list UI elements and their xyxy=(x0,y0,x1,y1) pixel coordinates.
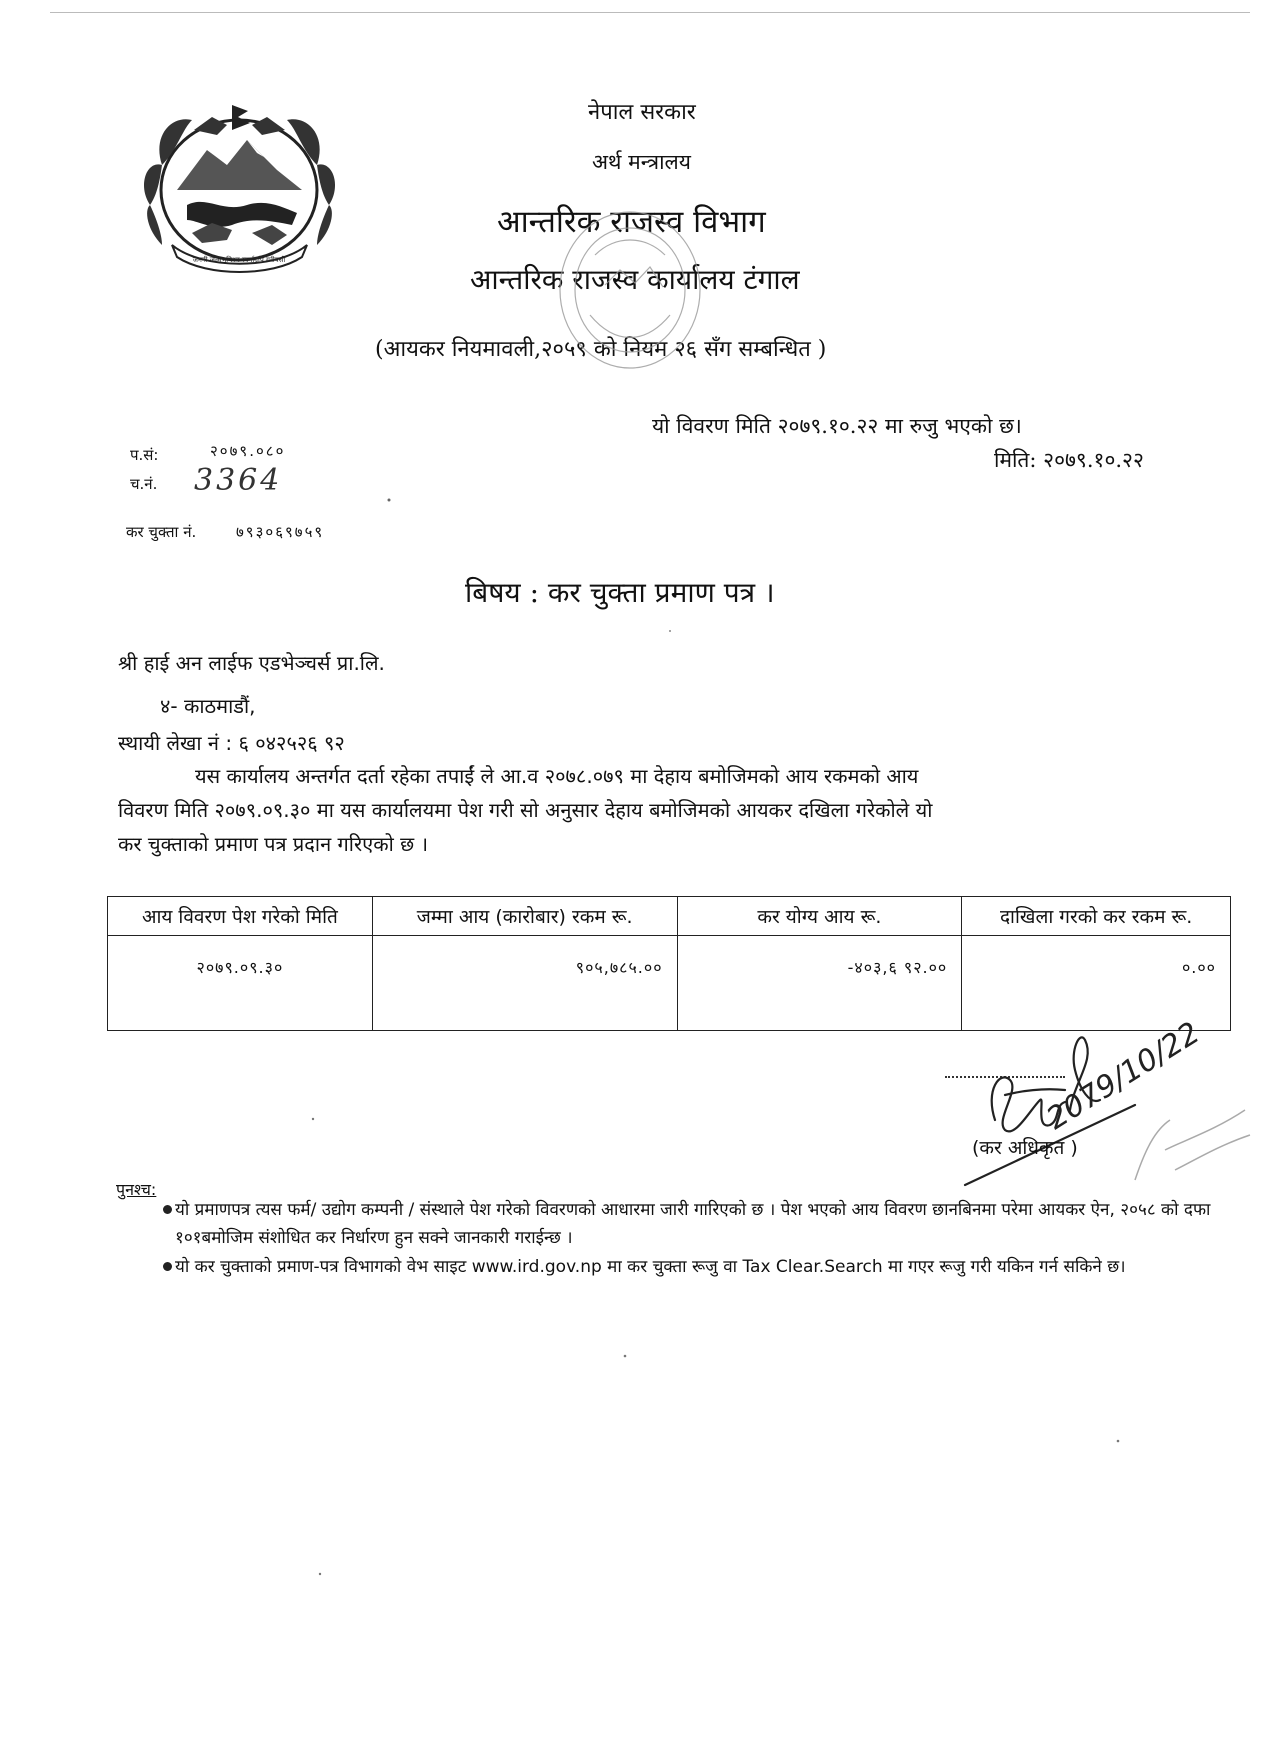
cell-taxable-income: -४०३,६ ९२.०० xyxy=(677,936,962,1031)
cn-label: च.नं. xyxy=(130,475,158,493)
cell-tax-paid: ०.०० xyxy=(962,936,1231,1031)
addressee-name: श्री हाई अन लाईफ एडभेञ्चर्स प्रा.लि. xyxy=(118,651,385,675)
tax-clearance-no-label: कर चुक्ता नं. xyxy=(126,523,197,541)
addressee-address: ४- काठमाडौं, xyxy=(160,694,256,718)
col-header-total-income: जम्मा आय (कारोबार) रकम रू. xyxy=(372,897,677,936)
department-name: आन्तरिक राजस्व विभाग xyxy=(497,204,766,240)
office-name: आन्तरिक राजस्व कार्यालय टंगाल xyxy=(470,263,800,296)
subject-heading: बिषय : कर चुक्ता प्रमाण पत्र । xyxy=(465,576,775,609)
officer-designation: (कर अधिकृत ) xyxy=(972,1137,1078,1159)
date-value: २०७९.१०.२२ xyxy=(1043,448,1144,472)
body-line-1: यस कार्यालय अन्तर्गत दर्ता रहेका तपाईं ले आ.व २०७८.०७९ मा देहाय बमोजिमको आय रकमको आय xyxy=(195,764,919,788)
col-header-tax-paid: दाखिला गरको कर रकम रू. xyxy=(962,897,1231,936)
body-line-3: कर चुक्ताको प्रमाण पत्र प्रदान गरिएको छ । xyxy=(118,832,429,856)
emblem-motto: जननी जन्मभूमिश्च स्वर्गादपि गरीयसी xyxy=(192,256,286,264)
ps-label: प.सं: xyxy=(130,446,159,464)
cn-value-handwritten: 3364 xyxy=(194,463,283,498)
pan-label: स्थायी लेखा नं : xyxy=(118,731,233,755)
note-text-1: यो प्रमाणपत्र त्यस फर्म/ उद्योग कम्पनी / संस्थाले पेश गरेको विवरणको आधारमा जारी गारिएको छ । पेश भएको आय विवरण छानबिनमा परेमा आयकर ऐन, २०५८ को दफा १०१बमोजिम संशोधित कर निर्धारण हुन सक्ने जानकारी गराईन्छ । xyxy=(175,1200,1211,1248)
verification-note: यो विवरण मिति २०७९.१०.२२ मा रुजु भएको छ। xyxy=(652,414,1022,438)
ministry-name: अर्थ मन्त्रालय xyxy=(592,150,691,174)
col-header-taxable-income: कर योग्य आय रू. xyxy=(677,897,962,936)
government-name: नेपाल सरकार xyxy=(588,100,696,125)
body-line-2: विवरण मिति २०७९.०९.३० मा यस कार्यालयमा पेश गरी सो अनुसार देहाय बमोजिमको आयकर दखिला गरेकोले यो xyxy=(118,798,933,822)
col-header-filing-date: आय विवरण पेश गरेको मिति xyxy=(108,897,373,936)
ps-value: २०७९.०८० xyxy=(210,442,286,460)
tax-clearance-no-value: ७९३०६९७५९ xyxy=(236,523,325,541)
notes-label: पुनश्च: xyxy=(116,1180,157,1199)
signature-handwritten-date: 2079/10/22 xyxy=(1040,1015,1206,1137)
rule-reference: (आयकर नियमावली,२०५९ को नियम २६ सँग सम्बन्धित ) xyxy=(375,337,827,362)
pan-value: ६ ०४२५२६ ९२ xyxy=(238,731,345,755)
date-label: मिति: xyxy=(994,448,1037,472)
note-text-2: यो कर चुक्ताको प्रमाण-पत्र विभागको वेभ साइट www.ird.gov.np मा कर चुक्ता रूजु वा Tax Clear.Search मा गएर रूजु गरी यकिन गर्न सकिने छ। xyxy=(175,1257,1126,1277)
cell-total-income: ९०५,७८५.०० xyxy=(372,936,677,1031)
cell-filing-date: २०७९.०९.३० xyxy=(108,936,373,1031)
